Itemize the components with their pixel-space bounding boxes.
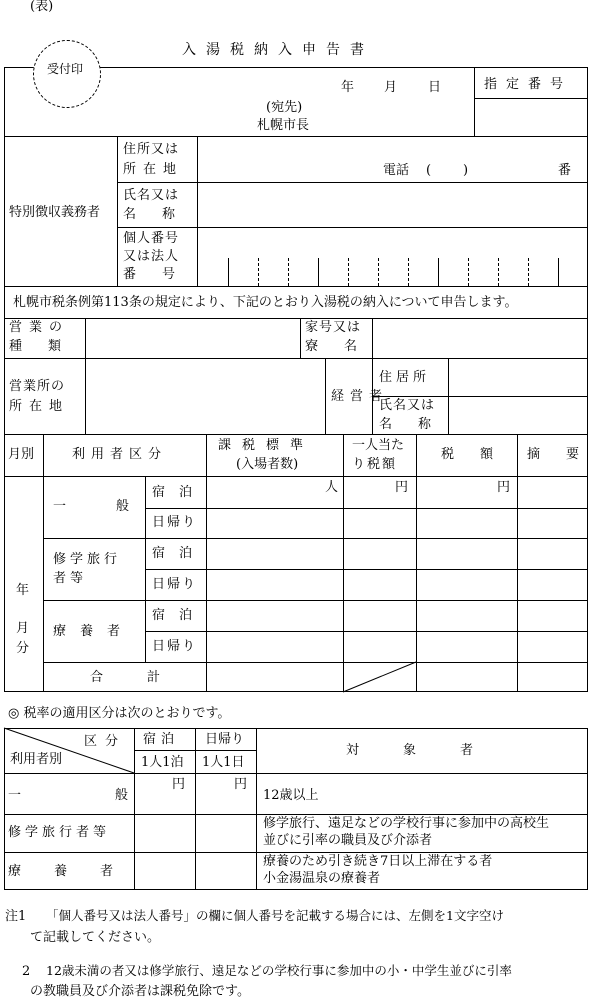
col-remarks-header: 摘要 xyxy=(527,447,605,462)
location-label-2: 所在地 xyxy=(9,399,70,414)
business-type-field[interactable] xyxy=(87,320,298,356)
group-school-label-2: 者等 xyxy=(53,571,88,586)
month-month-label: 月 xyxy=(16,621,30,636)
rates-school-target-2: 並びに引率の職員及び介添者 xyxy=(263,833,433,848)
operator-label: 経営者 xyxy=(331,389,389,404)
col-base-header-1: 課税標準 xyxy=(218,438,315,453)
phone-close: ) xyxy=(463,163,469,178)
rates-header-user: 利用者別 xyxy=(10,752,63,767)
designated-number-field[interactable] xyxy=(476,100,586,134)
phone-suffix: 番 xyxy=(558,163,572,178)
date-year: 年 xyxy=(341,80,355,95)
declaration-text: 札幌市税条例第113条の規定により、下記のとおり入湯税の納入について申告します。 xyxy=(13,295,518,310)
name-label-1: 氏名又は xyxy=(123,188,180,203)
rates-header-class: 区分 xyxy=(84,734,127,749)
reception-stamp-label: 受付印 xyxy=(47,62,84,76)
designated-number-label: 指定番号 xyxy=(484,77,573,92)
rates-recuperation-target-2: 小金湯温泉の療養者 xyxy=(263,871,381,886)
total-per-person-slash xyxy=(343,662,416,692)
business-type-label-2: 種類 xyxy=(9,339,88,354)
note-2-line-2: の教職員及び介添者は課税免除です。 xyxy=(30,984,250,999)
unit-person: 人 xyxy=(325,480,339,495)
date-month: 月 xyxy=(384,80,398,95)
rates-header-day: 日帰り xyxy=(205,732,245,747)
rates-header-day-unit: 1人1日 xyxy=(202,755,245,770)
number-label-3: 番号 xyxy=(123,267,202,282)
rates-recuperation-target-1: 療養のため引き続き7日以上滞在する者 xyxy=(263,854,493,869)
rates-general-stay-yen: 円 xyxy=(172,777,186,792)
col-month-header: 月別 xyxy=(8,447,35,462)
number-label-1: 個人番号 xyxy=(123,231,180,246)
business-type-label-1: 営業の xyxy=(9,320,70,335)
operator-name-label-2: 名称 xyxy=(379,417,458,432)
rates-header-stay: 宿泊 xyxy=(143,732,180,747)
group-recuperation-label: 療養者 xyxy=(53,624,135,639)
row-general-day: 日帰り xyxy=(152,515,198,530)
business-location-field[interactable] xyxy=(87,360,323,432)
page-title: 入湯税納入申告書 xyxy=(182,42,374,58)
number-label-2: 又は法人 xyxy=(123,249,180,264)
month-year-label: 年 xyxy=(16,583,30,598)
date-day: 日 xyxy=(428,80,442,95)
individual-number-field[interactable] xyxy=(199,229,586,285)
row-general-stay: 宿泊 xyxy=(152,485,207,500)
row-school-stay: 宿泊 xyxy=(152,546,207,561)
address-label-2: 所在地 xyxy=(123,162,184,177)
rates-general-day-yen: 円 xyxy=(234,777,248,792)
rates-row-recuperation: 療養者 xyxy=(8,864,147,879)
side-label: (表) xyxy=(30,0,54,14)
note-2-number: 2 xyxy=(22,964,31,979)
unit-yen-tax: 円 xyxy=(497,480,511,495)
address-label-1: 住所又は xyxy=(123,142,180,157)
col-base-header-2: (入場者数) xyxy=(236,457,299,472)
row-recuperation-day: 日帰り xyxy=(152,639,198,654)
note-1-line-1: 「個人番号又は法人番号」の欄に個人番号を記載する場合には、左側を1文字空け xyxy=(46,908,504,923)
rates-row-general: 一般 xyxy=(8,788,223,803)
group-general-label: 一般 xyxy=(53,499,180,514)
total-label: 合計 xyxy=(90,670,205,685)
operator-residence-field[interactable] xyxy=(450,360,586,394)
operator-name-label-1: 氏名又は xyxy=(379,398,436,413)
residence-label: 住居所 xyxy=(379,370,431,385)
rates-general-target: 12歳以上 xyxy=(263,788,319,803)
name-label-2: 名称 xyxy=(123,207,202,222)
house-name-field[interactable] xyxy=(374,320,586,356)
col-per-person-header-1: 一人当た xyxy=(352,438,405,453)
location-label-1: 営業所の xyxy=(9,379,66,394)
obligor-label: 特別徴収義務者 xyxy=(9,205,101,220)
name-field[interactable] xyxy=(199,184,586,225)
note-2-line-1: 12歳未満の者又は修学旅行、遠足などの学校行事に参加中の小・中学生並びに引率 xyxy=(46,963,512,978)
rates-row-school: 修学旅行者等 xyxy=(8,825,111,840)
row-recuperation-stay: 宿泊 xyxy=(152,608,207,623)
group-school-label-1: 修学旅行 xyxy=(53,552,122,567)
col-user-class-header: 利用者区分 xyxy=(72,447,168,462)
month-unit-label: 分 xyxy=(16,641,30,656)
phone-open: ( xyxy=(426,163,432,178)
house-label-2: 寮名 xyxy=(305,339,384,354)
house-label-1: 家号又は xyxy=(305,320,362,335)
rates-header-target: 対象者 xyxy=(346,743,518,758)
note-1-number: 注1 xyxy=(5,909,27,924)
rates-school-target-1: 修学旅行、遠足などの学校行事に参加中の高校生 xyxy=(263,816,550,831)
phone-label: 電話 xyxy=(383,163,410,178)
row-school-day: 日帰り xyxy=(152,577,198,592)
mayor-label: 札幌市長 xyxy=(257,118,310,133)
col-tax-header: 税額 xyxy=(441,447,520,462)
rates-header-stay-unit: 1人1泊 xyxy=(141,755,184,770)
operator-name-field[interactable] xyxy=(450,398,586,432)
rates-intro: ◎ 税率の適用区分は次のとおりです。 xyxy=(8,706,231,721)
col-per-person-header-2: り税額 xyxy=(352,457,398,472)
note-1-line-2: て記載してください。 xyxy=(30,930,161,945)
address-to: (宛先) xyxy=(266,100,303,115)
unit-yen-per-person: 円 xyxy=(395,480,409,495)
